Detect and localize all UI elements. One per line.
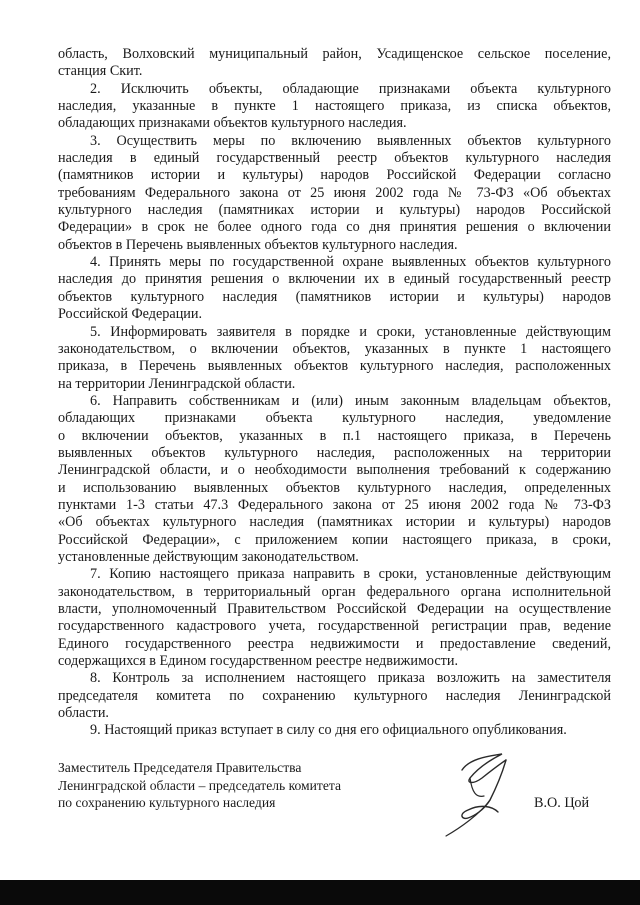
text-line: область, Волховский муниципальный район, Усадищенское сельское поселение,	[58, 46, 611, 62]
text-line: законодательством, в территориальный орган федерального органа исполнительной	[58, 583, 611, 600]
text-line: выявленных объектов культурного наследия, расположенных на территории	[58, 444, 611, 461]
text-line: наследия, указанные в пункте 1 настоящего приказа, из списка объектов,	[58, 98, 611, 115]
scan-edge-bar	[0, 880, 640, 905]
text-line: Единого государственного реестра недвижимости и предоставление сведений,	[58, 635, 611, 652]
text-line: «Об объектах культурного наследия (памятниках истории и культуры) народов	[58, 514, 611, 531]
signatory-title	[58, 759, 358, 812]
text-line: наследия в единый государственный реестр объектов культурного наследия	[58, 150, 611, 167]
text-line: области.	[58, 705, 109, 722]
text-line: законодательством, о включении объектов, указанных в пункте 1 настоящего	[58, 340, 611, 357]
text-line: Российской Федерации», с приложением копии настоящего приказа, в сроки,	[58, 531, 611, 548]
order-body-text	[58, 46, 611, 740]
signatory-name: В.О. Цой	[534, 795, 590, 811]
text-line: 4. Принять меры по государственной охране выявленных объектов культурного	[90, 254, 611, 271]
text-line: (памятников истории и культуры) народов Российской Федерации согласно	[58, 167, 611, 184]
text-line: приказа, в Перечень выявленных объектов культурного наследия, расположенных	[58, 358, 611, 375]
text-line: обладающих признаками объекта культурного наследия, уведомление	[58, 410, 611, 427]
text-line: станция Скит.	[58, 63, 143, 80]
text-line: власти, уполномоченный Правительством Российской Федерации на осуществление	[58, 601, 611, 617]
handwritten-signature	[440, 748, 535, 840]
text-line: 8. Контроль за исполнением настоящего приказа возложить на заместителя	[90, 670, 611, 687]
text-line: объектов в Перечень выявленных объектов культурного наследия.	[58, 236, 458, 253]
text-line: установленные действующим законодательством.	[58, 548, 359, 565]
text-line: Федерации» в срок не более одного года со дня принятия решения о включении	[58, 219, 611, 236]
text-line: 2. Исключить объекты, обладающие признаками объекта культурного	[90, 80, 611, 97]
text-line: на территории Ленинградской области.	[58, 375, 296, 392]
text-line: содержащихся в Едином государственном реестре недвижимости.	[58, 653, 459, 670]
text-line: наследия до принятия решения о включении их в единый государственный реестр	[58, 271, 611, 288]
signatory-title-line: по сохранению культурного наследия	[58, 795, 276, 810]
text-line: и использованию выявленных объектов культурного наследия, определенных	[58, 479, 611, 496]
text-line: 6. Направить собственникам и (или) иным законным владельцам объектов,	[90, 392, 611, 409]
text-line: культурного наследия (памятниках истории и культуры) народов Российской	[58, 202, 611, 219]
text-line: 5. Информировать заявителя в порядке и сроки, установленные действующим	[90, 323, 611, 340]
signatory-title-line: Ленинградской области – председатель комитета	[58, 777, 342, 793]
text-line: пунктами 1-3 статьи 47.3 Федерального закона от 25 июня 2002 года № 73-ФЗ	[58, 496, 611, 513]
text-line: обладающих признаками объектов культурного наследия.	[58, 115, 407, 132]
text-line: Российской Федерации.	[58, 306, 203, 323]
signatory-title-line: Заместитель Председателя Правительства	[58, 760, 302, 775]
text-line: о включении объектов, указанных в п.1 настоящего приказа, в Перечень	[58, 427, 611, 444]
text-line: требованиям Федерального закона от 25 июня 2002 года № 73-ФЗ «Об объектах	[58, 184, 611, 201]
text-line: председателя комитета по сохранению культурного наследия Ленинградской	[58, 687, 611, 704]
text-line: Ленинградской области, и о необходимости выполнения требований к содержанию	[58, 462, 611, 479]
text-line: 3. Осуществить меры по включению выявленных объектов культурного	[90, 132, 611, 149]
text-line: государственного кадастрового учета, государственной регистрации прав, ведение	[58, 618, 611, 635]
text-line: 9. Настоящий приказ вступает в силу со дня его официального опубликования.	[90, 722, 567, 739]
text-line: объектов культурного наследия (памятников истории и культуры) народов	[58, 288, 611, 305]
text-line: 7. Копию настоящего приказа направить в сроки, установленные действующим	[90, 566, 611, 583]
